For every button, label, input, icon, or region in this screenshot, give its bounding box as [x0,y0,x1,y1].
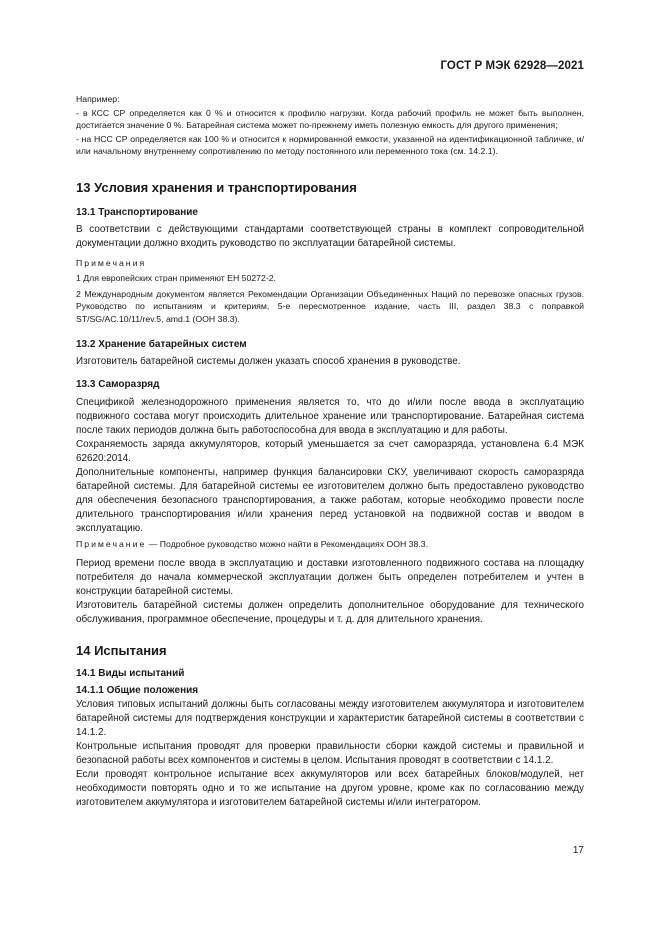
document-id-header: ГОСТ Р МЭК 62928—2021 [440,60,584,72]
example-label: Например: [76,94,120,104]
note-1: 1 Для европейских стран применяют ЕН 50272-2. [76,273,276,283]
section-13-3-heading: 13.3 Саморазряд [76,379,160,390]
section-13-3-paragraph-1: Спецификой железнодорожного применения является то, что до и/или после ввода в эксплуатацию подвижного состава могут происходить длительное хранение или транспортирование. Батарейная система после таких периодов должна быть работоспособна для ввода в эксплуатацию и для работы. [76,397,584,436]
page-number: 17 [572,845,584,856]
section-13-3-paragraph-3: Дополнительные компоненты, например функция балансировки СКУ, увеличивают скорость саморазряда батарейной системы. Для батарейной системы ее изготовителем должно быть предоставлено руководство для обеспечения безопасного транспортирования, а также работам, которые необходимо провести после длительного транспортирования и/или хранения перед установкой на подвижной состав и вводом в эксплуатацию. [76,467,584,534]
note-label: Примечание [76,539,147,549]
section-13-heading: 13 Условия хранения и транспортирования [76,179,357,195]
section-14-1-heading: 14.1 Виды испытаний [76,667,185,679]
section-14-1-1-paragraph-1: Условия типовых испытаний должны быть согласованы между изготовителем аккумулятора и изготовителем батарейной системы для подтверждения конструкции и характеристик батарейной системы в соответствии с 14.1.2. [76,698,584,738]
note-2: 2 Международным документом является Рекомендации Организации Объединенных Наций по перевозке опасных грузов. Руководство по испытаниям и критериям, 5-е пересмотренное издание, часть III, раздел 38.3 с поправкой ST/SG/AC.10/11/rev.5, amd.1 (ООН 38.3). [76,288,584,324]
section-13-2-heading: 13.2 Хранение батарейных систем [76,339,247,350]
example-item-2: - на НСС СР определяется как 100 % и относится к нормированной емкости, указанной на идентификационной табличке, и/или начальному внутреннему сопротивлению по методу постоянного или переменного тока (см. 14.2.1). [76,133,584,156]
example-item-1: - в КСС СР определяется как 0 % и относится к профилю нагрузки. Когда рабочий профиль не может быть выполнен, достигается значение 0 %. Батарейная система может по-прежнему иметь полезную емкость для другого применения; [76,107,584,130]
section-14-1-1-paragraph-2: Контрольные испытания проводят для проверки правильности сборки каждой системы и правильной и безопасной работы всех компонентов и системы в целом. Испытания проводят в соответствии с 14.1.2. [76,740,584,766]
section-13-2-text: Изготовитель батарейной системы должен указать способ хранения в руководстве. [76,356,461,367]
section-13-3-paragraph-4: Период времени после ввода в эксплуатацию и доставки изготовленного подвижного состава на площадку потребителя до начала коммерческой эксплуатации должен быть определен потребителем и учтен в конструкции батарейной системы. [76,557,584,597]
section-14-1-1-heading: 14.1.1 Общие положения [76,684,199,696]
section-13-3-paragraph-2: Сохраняемость заряда аккумуляторов, который уменьшается за счет саморазряда, установлена 6.4 МЭК 62620:2014. [76,439,584,464]
section-13-3-paragraph-5: Изготовитель батарейной системы должен определить дополнительное оборудование для технического обслуживания, программное обеспечение, процедуры и т. д. для длительного хранения. [76,599,584,625]
section-14-heading: 14 Испытания [76,642,167,658]
section-14-1-1-paragraph-3: Если проводят контрольное испытание всех аккумуляторов или всех батарейных блоков/модулей, нет необходимости повторять одно и то же испытание на другом уровне, кроме как по согласованию между изготовителем аккумулятора и изготовителем батарейной системы и/или интегратором. [76,768,584,808]
section-13-3-note [76,538,584,551]
section-13-1-text: В соответствии с действующими стандартами соответствующей страны в комплект сопроводительной документации должно входить руководство по эксплуатации батарейной системы. [76,223,584,249]
note-text: — Подробное руководство можно найти в Рекомендациях ООН 38.3. [146,539,429,549]
notes-label: Примечания [76,257,147,268]
page-content [76,90,584,810]
section-13-1-heading: 13.1 Транспортирование [76,206,198,218]
